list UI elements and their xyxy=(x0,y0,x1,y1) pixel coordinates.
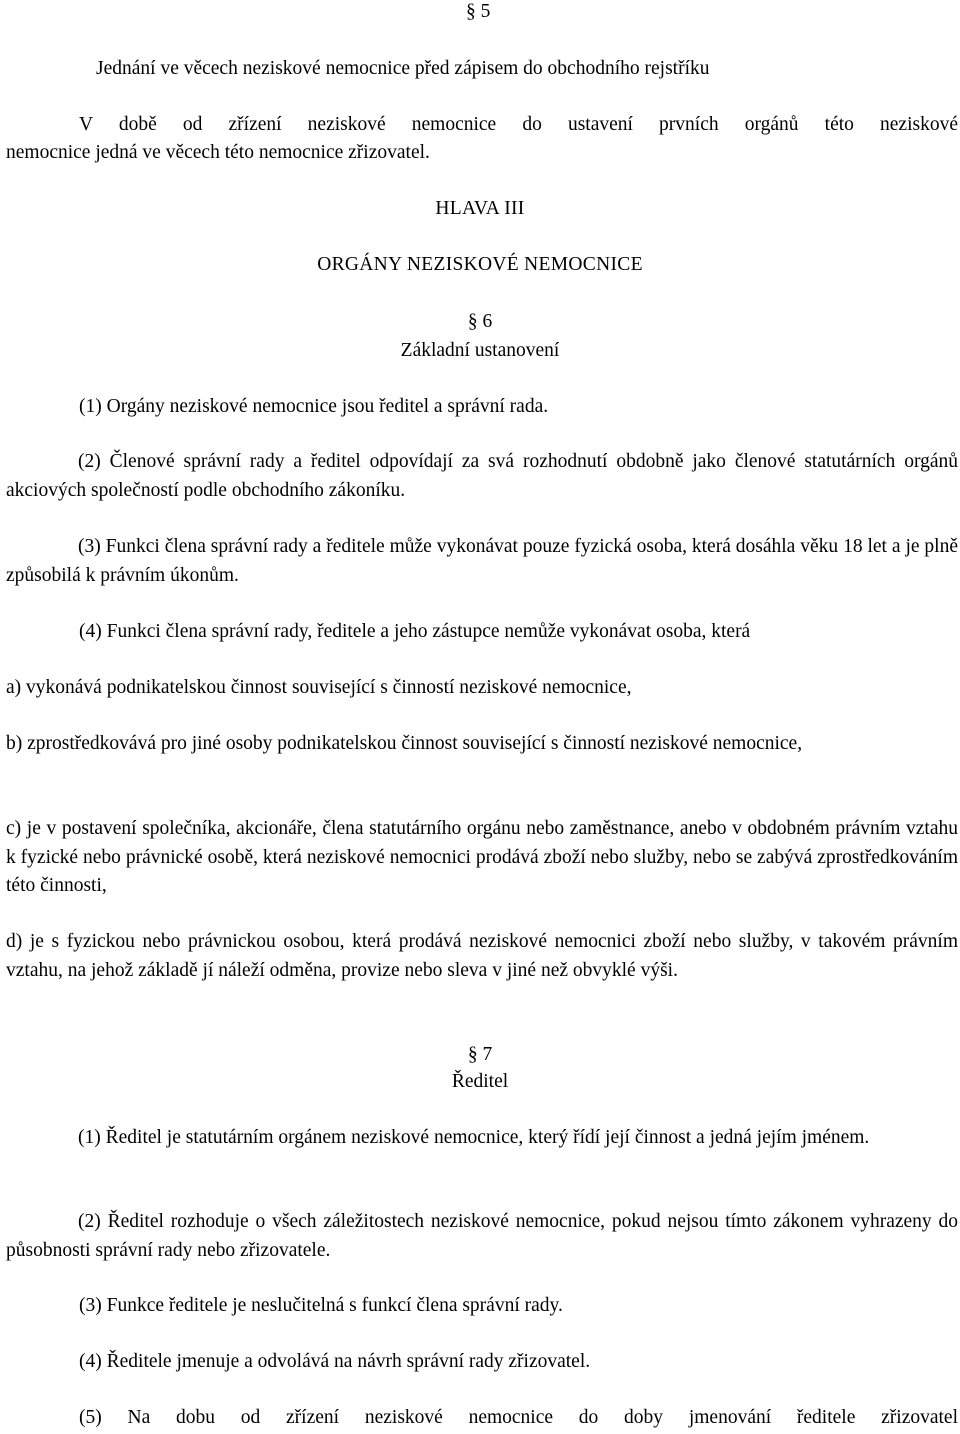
section-5-title: Jednání ve věcech neziskové nemocnice před zápisem do obchodního rejstříku xyxy=(96,58,710,79)
section-6-sign: § 6 xyxy=(467,311,493,332)
section-7-paragraph-4: (4) Ředitele jmenuje a odvolává na návrh správní rady zřizovatel. xyxy=(79,1351,591,1372)
section-6-item-a: a) vykonává podnikatelskou činnost související s činností neziskové nemocnice, xyxy=(6,677,632,698)
section-5-paragraph-line-1: V době od zřízení neziskové nemocnice do ustavení prvních orgánů této neziskové xyxy=(79,114,958,135)
section-7-paragraph-5: (5) Na dobu od zřízení neziskové nemocnice do doby jmenování ředitele zřizovatel xyxy=(79,1407,958,1428)
section-7-paragraph-2: (2) Ředitel rozhoduje o všech záležitostech neziskové nemocnice, pokud nejsou tímto zákonem vyhrazeny do působnosti správní rady nebo zřizovatele. xyxy=(6,1211,958,1261)
section-6-title: Základní ustanovení xyxy=(400,340,560,361)
section-6-paragraph-3: (3) Funkci člena správní rady a ředitele může vykonávat pouze fyzická osoba, která dosáhla věku 18 let a je plně způsobilá k právním úkonům. xyxy=(6,536,958,586)
section-7-title: Ředitel xyxy=(451,1071,509,1092)
section-7-paragraph-3: (3) Funkce ředitele je neslučitelná s funkcí člena správní rady. xyxy=(79,1295,563,1316)
chapter-title: ORGÁNY NEZISKOVÉ NEMOCNICE xyxy=(317,254,643,275)
section-7-paragraph-1: (1) Ředitel je statutárním orgánem neziskové nemocnice, který řídí její činnost a jedná jejím jménem. xyxy=(78,1127,870,1148)
section-6-paragraph-2: (2) Členové správní rady a ředitel odpovídají za svá rozhodnutí obdobně jako členové statutárních orgánů akciových společností podle obchodního zákoníku. xyxy=(6,451,958,501)
section-6-item-d: d) je s fyzickou nebo právnickou osobou, která prodává neziskové nemocnici zboží nebo služby, v takovém právním vztahu, na jehož základě jí náleží odměna, provize nebo sleva v jiné než obvyklé výši. xyxy=(6,931,958,981)
section-6-item-c: c) je v postavení společníka, akcionáře, člena statutárního orgánu nebo zaměstnance, anebo v obdobném právním vztahu k fyzické nebo právnické osobě, která neziskové nemocnici prodává zboží nebo služby, nebo se zabývá zprostředkováním této činnosti, xyxy=(6,818,958,896)
chapter-heading: HLAVA III xyxy=(435,198,525,219)
section-5-paragraph-line-2: nemocnice jedná ve věcech této nemocnice zřizovatel. xyxy=(6,142,430,163)
section-7-sign: § 7 xyxy=(467,1044,493,1065)
section-6-paragraph-1: (1) Orgány neziskové nemocnice jsou ředitel a správní rada. xyxy=(79,396,549,417)
section-5-sign: § 5 xyxy=(466,1,491,22)
section-6-item-b: b) zprostředkovává pro jiné osoby podnikatelskou činnost související s činností neziskové nemocnice, xyxy=(6,733,803,754)
section-6-paragraph-4: (4) Funkci člena správní rady, ředitele a jeho zástupce nemůže vykonávat osoba, která xyxy=(79,621,751,642)
